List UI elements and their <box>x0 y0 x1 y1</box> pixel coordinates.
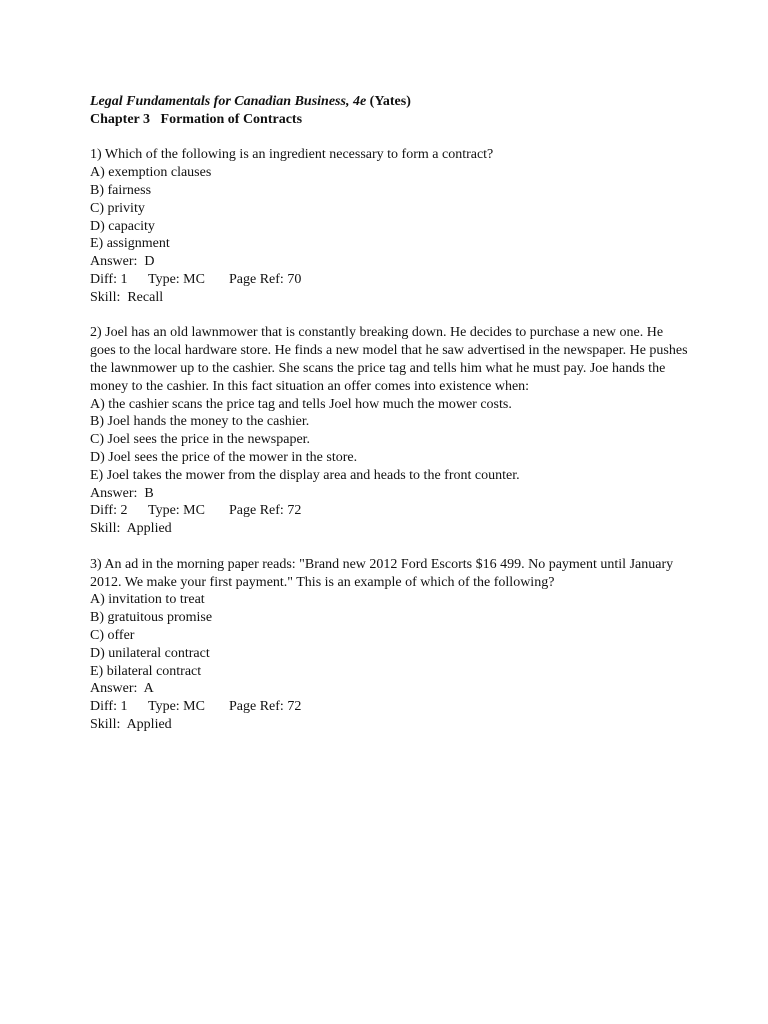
option-e: E) assignment <box>90 236 170 252</box>
option-b: B) fairness <box>90 182 152 198</box>
option-e: E) bilateral contract <box>90 663 202 679</box>
option-a: A) the cashier scans the price tag and tells Joel how much the mower costs. <box>90 396 512 412</box>
answer-line: Answer: D <box>90 254 155 270</box>
meta-line <box>90 698 690 716</box>
option-b: B) Joel hands the money to the cashier. <box>90 414 310 430</box>
answer-line: Answer: A <box>90 681 154 697</box>
page-ref: Page Ref: 70 <box>229 271 302 287</box>
question-stem: 3) An ad in the morning paper reads: "Brand new 2012 Ford Escorts $16 499. No payment until January 2012. We make your first payment." This is an example of which of the following? <box>90 556 674 590</box>
difficulty: Diff: 1 <box>90 699 128 715</box>
page-ref: Page Ref: 72 <box>229 699 302 715</box>
author-name: (Yates) <box>366 94 411 109</box>
option-d: D) unilateral contract <box>90 645 210 661</box>
difficulty: Diff: 2 <box>90 503 128 519</box>
question-1 <box>90 146 690 306</box>
answer-line: Answer: B <box>90 485 154 501</box>
option-d: D) Joel sees the price of the mower in the store. <box>90 449 358 465</box>
option-e: E) Joel takes the mower from the display area and heads to the front counter. <box>90 467 520 483</box>
question-stem: 2) Joel has an old lawnmower that is constantly breaking down. He decides to purchase a new one. He goes to the local hardware store. He finds a new model that he saw advertised in the newspaper. He pushes the lawnmower up to the cashier. She scans the price tag and tells him what he must pay. Joe hands the money to the cashier. In this fact situation an offer comes into existence when: <box>90 325 688 394</box>
document-page <box>90 93 690 734</box>
question-type: Type: MC <box>148 503 205 519</box>
book-title: Legal Fundamentals for Canadian Business, 4e <box>90 94 367 109</box>
option-a: A) invitation to treat <box>90 592 205 608</box>
skill-line: Skill: Applied <box>90 521 172 537</box>
skill-line: Skill: Applied <box>90 716 172 732</box>
question-type: Type: MC <box>148 271 205 287</box>
question-type: Type: MC <box>148 699 205 715</box>
option-b: B) gratuitous promise <box>90 610 213 626</box>
option-a: A) exemption clauses <box>90 165 212 181</box>
question-3 <box>90 556 690 734</box>
question-2 <box>90 324 690 538</box>
document-title <box>90 93 690 111</box>
page-ref: Page Ref: 72 <box>229 503 302 519</box>
meta-line <box>90 271 690 289</box>
chapter-heading: Chapter 3 Formation of Contracts <box>90 111 303 127</box>
option-d: D) capacity <box>90 218 155 234</box>
option-c: C) offer <box>90 627 135 643</box>
question-stem: 1) Which of the following is an ingredient necessary to form a contract? <box>90 147 494 163</box>
difficulty: Diff: 1 <box>90 271 128 287</box>
skill-line: Skill: Recall <box>90 289 164 305</box>
option-c: C) Joel sees the price in the newspaper. <box>90 432 311 448</box>
option-c: C) privity <box>90 200 145 216</box>
meta-line <box>90 502 690 520</box>
